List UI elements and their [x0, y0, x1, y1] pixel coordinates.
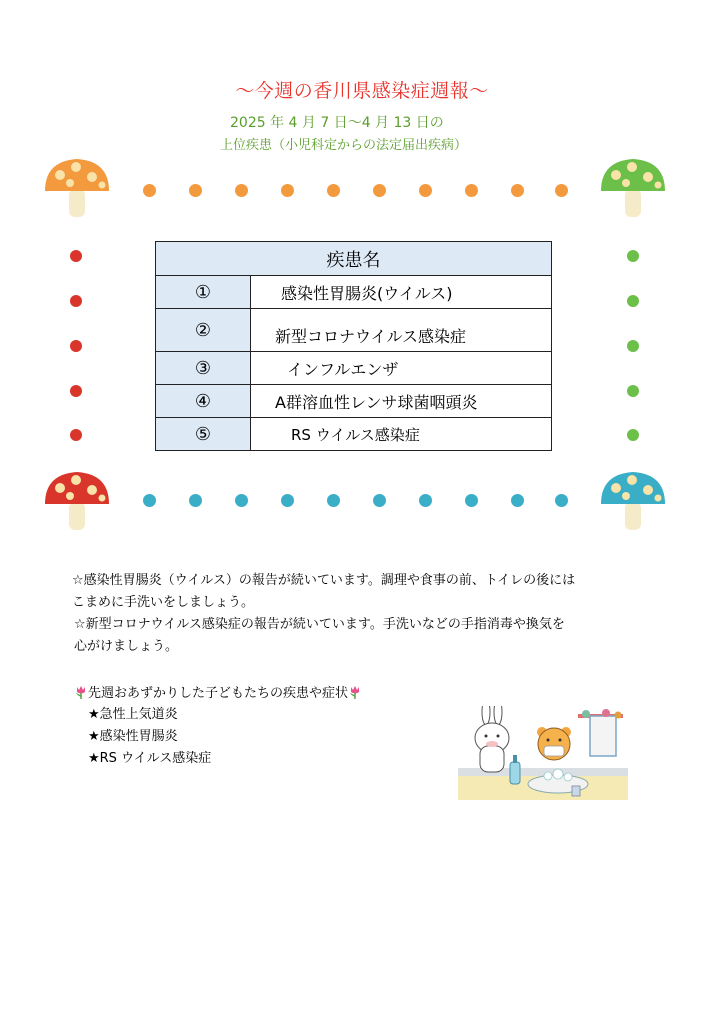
handwashing-illustration	[458, 706, 628, 802]
rank-cell: ⑤	[156, 418, 251, 451]
border-dot	[189, 184, 202, 197]
table-header-row	[156, 242, 552, 276]
table-row	[156, 276, 552, 309]
border-dot	[627, 250, 639, 262]
border-dot	[373, 494, 386, 507]
border-dot	[555, 184, 568, 197]
subtitle: 上位疾患（小児科定からの法定届出疾病）	[220, 138, 468, 153]
border-dot	[70, 340, 82, 352]
table-header: 疾患名	[156, 242, 552, 276]
disease-name-cell: 感染性胃腸炎(ウイルス)	[251, 276, 552, 309]
border-dot	[327, 184, 340, 197]
border-dot	[419, 494, 432, 507]
border-dot	[143, 184, 156, 197]
border-dot	[281, 184, 294, 197]
rank-cell: ③	[156, 352, 251, 385]
disease-name-cell: インフルエンザ	[251, 352, 552, 385]
disease-name-cell: A群溶血性レンサ球菌咽頭炎	[251, 385, 552, 418]
border-dot	[627, 340, 639, 352]
tulip-icon	[348, 685, 362, 699]
border-dot	[465, 494, 478, 507]
list-item: ★RS ウイルス感染症	[88, 751, 212, 766]
rank-cell: ①	[156, 276, 251, 309]
list-item: ★感染性胃腸炎	[88, 729, 178, 744]
border-dot	[627, 429, 639, 441]
border-dot	[627, 295, 639, 307]
border-dot	[281, 494, 294, 507]
table-row	[156, 385, 552, 418]
rank-cell: ④	[156, 385, 251, 418]
border-dot	[143, 494, 156, 507]
disease-ranking-table	[155, 241, 552, 451]
note-text: 心がけましょう。	[74, 639, 179, 654]
tulip-icon	[74, 685, 88, 699]
note-text: ☆新型コロナウイルス感染症の報告が続いています。手洗いなどの手指消毒や換気を	[74, 617, 565, 632]
border-dot	[511, 184, 524, 197]
border-dot	[419, 184, 432, 197]
border-dot	[70, 250, 82, 262]
border-dot	[373, 184, 386, 197]
note-text: ☆感染性胃腸炎（ウイルス）の報告が続いています。調理や食事の前、トイレの後には	[72, 573, 576, 588]
border-dot	[511, 494, 524, 507]
teal-mushroom-icon	[598, 468, 668, 532]
border-dot	[70, 295, 82, 307]
disease-name-cell: RS ウイルス感染症	[251, 418, 552, 451]
border-dot	[235, 184, 248, 197]
table-row	[156, 309, 552, 352]
border-dot	[70, 429, 82, 441]
border-dot	[189, 494, 202, 507]
green-mushroom-icon	[598, 155, 668, 219]
list-item: ★急性上気道炎	[88, 707, 178, 722]
border-dot	[465, 184, 478, 197]
disease-name-cell: 新型コロナウイルス感染症	[251, 309, 552, 352]
border-dot	[235, 494, 248, 507]
last-week-heading	[74, 682, 362, 701]
border-dot	[327, 494, 340, 507]
notes-section	[72, 570, 652, 658]
note-text: こまめに手洗いをしましょう。	[72, 595, 255, 610]
red-mushroom-icon	[42, 468, 112, 532]
border-dot	[627, 385, 639, 397]
table-row	[156, 352, 552, 385]
rank-cell: ②	[156, 309, 251, 352]
border-dot	[70, 385, 82, 397]
page-title: ～今週の香川県感染症週報～	[235, 80, 489, 102]
date-range: 2025 年 4 月 7 日～4 月 13 日の	[230, 115, 444, 131]
table-row	[156, 418, 552, 451]
last-week-list	[88, 704, 211, 770]
last-week-heading-text: 先週おあずかりした子どもたちの疾患や症状	[88, 686, 349, 701]
border-dot	[555, 494, 568, 507]
orange-mushroom-icon	[42, 155, 112, 219]
